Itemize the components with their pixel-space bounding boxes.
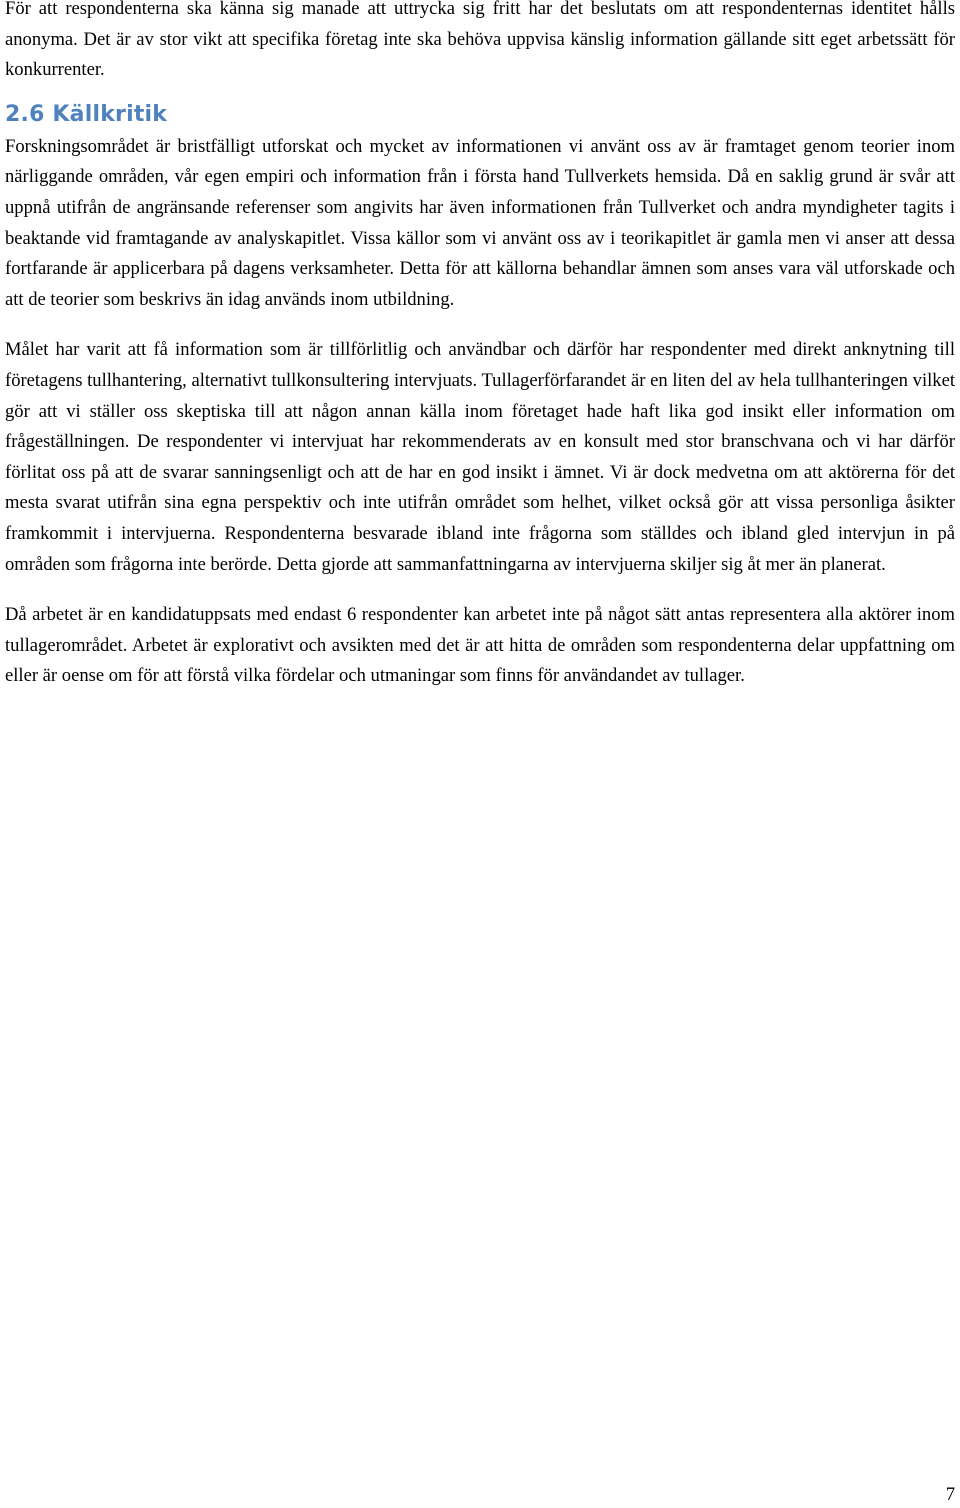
section-heading: 2.6 Källkritik [5,101,168,127]
body-paragraph-1: Forskningsområdet är bristfälligt utforskat och mycket av informationen vi använt oss av är framtaget genom teorier inom närliggande områden, vår egen empiri och information från i första hand Tullverkets hemsida. Då en saklig grund är svår att uppnå utifrån de angränsande referenser som angivits har även informationen från Tullverket och andra myndigheter tagits i beaktande vid framtagande av analyskapitlet. Vissa källor som vi använt oss av i teorikapitlet är gamla men vi anser att dessa fortfarande är applicerbara på dagens verksamheter. Detta för att källorna behandlar ämnen som anses vara väl utforskade och att de teorier som beskrivs än idag används inom utbildning. [5,135,955,310]
body-paragraph-2: Målet har varit att få information som är tillförlitlig och användbar och därför har respondenter med direkt anknytning till företagens tullhantering, alternativt tullkonsultering intervjuats. Tullagerförfarandet är en liten del av hela tullhanteringen vilket gör att vi ställer oss skeptiska till att någon annan källa inom företaget hade haft lika god insikt eller information om frågeställningen. De respondenter vi intervjuat har rekommenderats av en konsult med stor branschvana och vi har därför förlitat oss på att de svarar sanningsenligt och att de har en god insikt i ämnet. Vi är dock medvetna om att aktörerna för det mesta svarat utifrån sina egna perspektiv och inte utifrån området som helhet, vilket också gör att vissa personliga åsikter framkommit i intervjuerna. Respondenterna besvarade ibland inte frågorna som ställdes och ibland gled intervjun in på områden som frågorna inte berörde. Detta gjorde att sammanfattningarna av intervjuerna skiljer sig åt mer än planerat. [5,339,955,575]
intro-paragraph: För att respondenterna ska känna sig manade att uttrycka sig fritt har det beslutats om att respondenternas identitet hålls anonyma. Det är av stor vikt att specifika företag inte ska behöva uppvisa känslig information gällande sitt eget arbetssätt för konkurrenter. [5,0,955,81]
page-number: 7 [945,1484,955,1505]
body-paragraph-3: Då arbetet är en kandidatuppsats med endast 6 respondenter kan arbetet inte på något sätt antas representera alla aktörer inom tullagerområdet. Arbetet är explorativt och avsikten med det är att hitta de områden som respondenterna delar uppfattning om eller är oense om för att förstå vilka fördelar och utmaningar som finns för användandet av tullager. [5,604,955,687]
document-page [5,0,955,692]
